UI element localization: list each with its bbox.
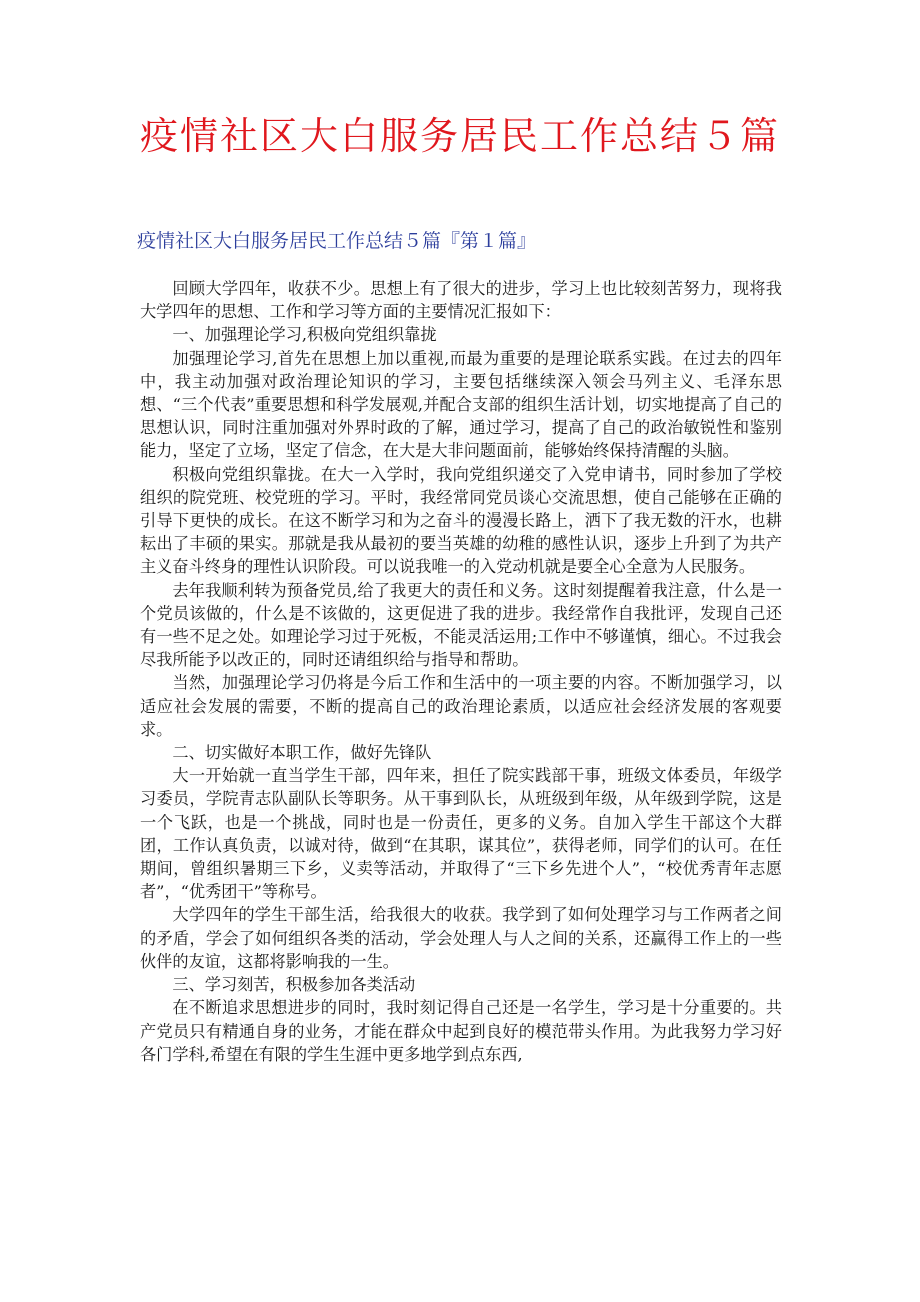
paragraph: 在不断追求思想进步的同时，我时刻记得自己还是一名学生，学习是十分重要的。共产党员只有精通自身的业务，才能在群众中起到良好的模范带头作用。为此我努力学习好各门学科,希望在有限的学生生涯中更多地学到点东西,: [140, 998, 782, 1064]
subheading: 二、切实做好本职工作，做好先锋队: [172, 743, 432, 763]
document-title: 疫情社区大白服务居民工作总结５篇: [139, 114, 780, 158]
paragraph: 当然，加强理论学习仍将是今后工作和生活中的一项主要的内容。不断加强学习，以适应社会发展的需要，不断的提高自己的政治理论素质，以适应社会经济发展的客观要求。: [140, 673, 782, 739]
document-body: [140, 277, 782, 1066]
paragraph: 大一开始就一直当学生干部，四年来，担任了院实践部干事，班级文体委员，年级学习委员，学院青志队副队长等职务。从干事到队长，从班级到年级，从年级到学院，这是一个飞跃，也是一个挑战，同时也是一份责任，更多的义务。自加入学生干部这个大群团，工作认真负责，以诚对待，做到“在其职，谋其位”，获得老师，同学们的认可。在任期间，曾组织暑期三下乡，义卖等活动，并取得了“三下乡先进个人”，“校优秀青年志愿者”，“优秀团干”等称号。: [140, 766, 782, 902]
paragraph: 积极向党组织靠拢。在大一入学时，我向党组织递交了入党申请书，同时参加了学校组织的院党班、校党班的学习。平时，我经常同党员谈心交流思想，使自己能够在正确的引导下更快的成长。在这不断学习和为之奋斗的漫漫长路上，洒下了我无数的汗水，也耕耘出了丰硕的果实。那就是我从最初的要当英雄的幼稚的感性认识，逐步上升到了为共产主义奋斗终身的理性认识阶段。可以说我唯一的入党动机就是要全心全意为人民服务。: [140, 464, 782, 577]
paragraph: 去年我顺利转为预备党员,给了我更大的责任和义务。这时刻提醒着我注意，什么是一个党员该做的，什么是不该做的，这更促进了我的进步。我经常作自我批评，发现自己还有一些不足之处。如理论学习过于死板，不能灵活运用;工作中不够谨慎，细心。不过我会尽我所能予以改正的，同时还请组织给与指导和帮助。: [140, 580, 782, 670]
paragraph: 大学四年的学生干部生活，给我很大的收获。我学到了如何处理学习与工作两者之间的矛盾，学会了如何组织各类的活动，学会处理人与人之间的关系，还赢得工作上的一些伙伴的友谊，这都将影响我的一生。: [140, 905, 782, 971]
subheading: 三、学习刻苦，积极参加各类活动: [172, 975, 416, 995]
subheading: 一、加强理论学习,积极向党组织靠拢: [172, 325, 437, 345]
paragraph: 加强理论学习,首先在思想上加以重视,而最为重要的是理论联系实践。在过去的四年中，我主动加强对政治理论知识的学习，主要包括继续深入领会马列主义、毛泽东思想、“三个代表”重要思想和科学发展观,并配合支部的组织生活计划，切实地提高了自己的思想认识，同时注重加强对外界时政的了解，通过学习，提高了自己的政治敏锐性和鉴别能力，坚定了立场，坚定了信念，在大是大非问题面前，能够始终保持清醒的头脑。: [140, 348, 782, 461]
section-heading: 疫情社区大白服务居民工作总结５篇『第１篇』: [137, 230, 537, 252]
paragraph: 回顾大学四年，收获不少。思想上有了很大的进步，学习上也比较刻苦努力，现将我大学四年的思想、工作和学习等方面的主要情况汇报如下：: [140, 279, 782, 322]
